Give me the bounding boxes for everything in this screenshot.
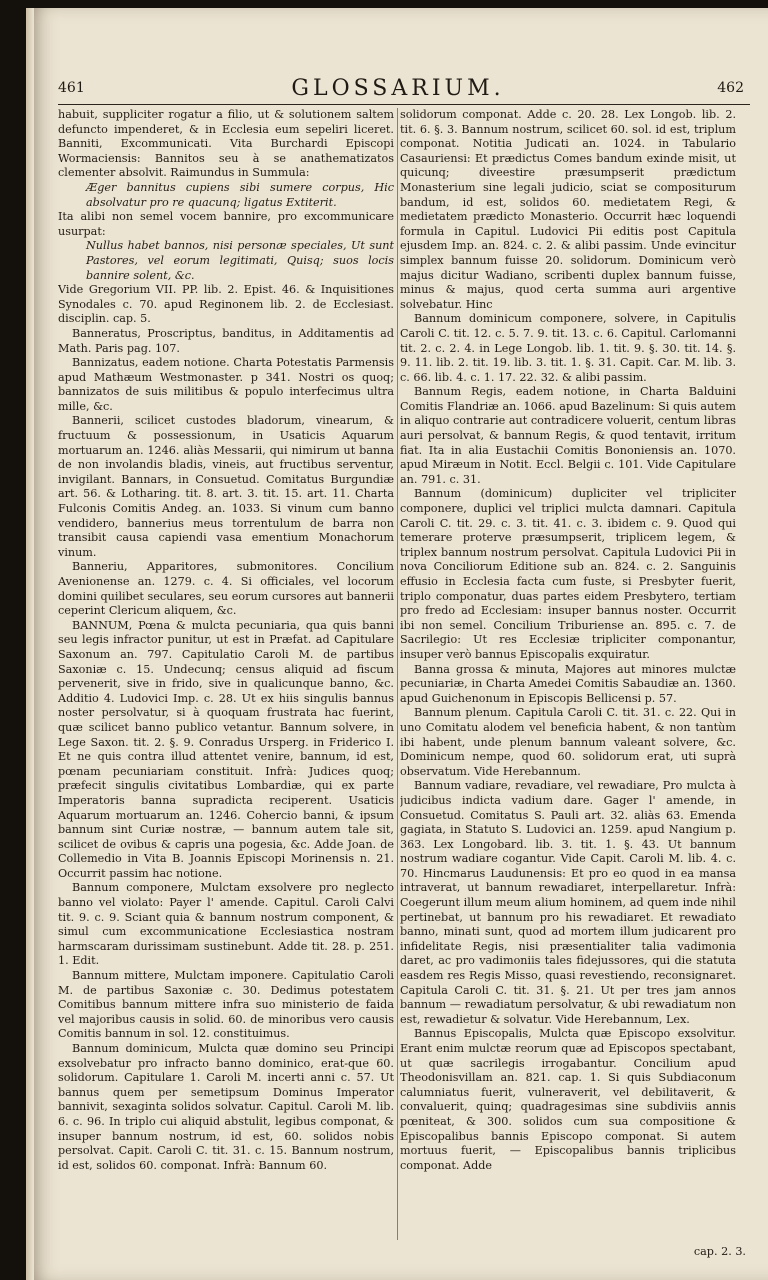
catchword: cap. 2. 3. <box>693 1245 746 1258</box>
entry-bannum-dominicum: Bannum dominicum, Mulcta quæ domino seu Principi exsolvebatur pro infracto banno dominico, erat-que 60. solidorum. Capitulare 1. Caroli M. incerti anni c. 57. Ut bannus quem per semetipsum Dominus Imperator bannivit, sexaginta solidos solvatur. Capitul. Caroli M. lib. 6. c. 96. In triplo cui aliquid abstulit, legibus componat, & insuper bannum nostrum, id est, 60. solidos nobis persolvat. Capit. Caroli C. tit. 31. c. 15. Bannum nostrum, id est, solidos 60. componat. Infrà: Bannum 60. <box>58 1042 394 1172</box>
paragraph: habuit, suppliciter rogatur a filio, ut & solutionem saltem defuncto impenderet, & in Ecclesia eum sepeliri liceret. Banniti, Excommunicati. Vita Burchardi Episcopi Wormaciensis: Bannitos seu à se anathematizatos clementer absolvit. Raimundus in Summula: <box>58 108 394 180</box>
entry-bannus-episcopalis: Bannus Episcopalis, Mulcta quæ Episcopo exsolvitur. Erant enim mulctæ reorum quæ ad Episcopos spectabant, ut quæ sacrilegis irrogabantur. Concilium apud Theodonisvillam an. 821. cap. 1. Si quis Subdiaconum calumniatus fuerit, vulneraverit, vel debilitaverit, & convaluerit, quinq; quadragesimas sine subdiviis annis pœniteat, & 300. solidos cum sua compositione & Episcopalibus bannis Episcopo componat. Si autem mortuus fuerit, — Episcopalibus bannis triplicibus componat. Adde <box>400 1027 736 1172</box>
text-column-left <box>58 108 394 1250</box>
verse-quotation: Æger bannitus cupiens sibi sumere corpus, Hic absolvatur pro re quacunq; ligatus Extiterit. <box>86 180 394 209</box>
entry-bannum-vadiare: Bannum vadiare, revadiare, vel rewadiare, Pro mulcta à judicibus indicta vadium dare. Gager l' amende, in Consuetud. Comitatus S. Pauli art. 32. aliàs 63. Emenda gagiata, in Statuto S. Ludovici an. 1259. apud Nangium p. 363. Lex Longobard. lib. 3. tit. 1. §. 43. Ut bannum nostrum wadiare cogantur. Vide Capit. Caroli M. lib. 4. c. 70. Hincmarus Laudunensis: Et pro eo quod in ea mansa intraverat, ut bannum rewadiaret, interpellaretur. Infrà: Coegerunt illum meum alium hominem, ad quem inde nihil pertinebat, ut bannum pro his rewadiaret. Et rewadiato banno, minati sunt, quod ad mortem illum judicarent pro infidelitate Regis, nisi præsentialiter talia vadimonia daret, ac pro vadimoniis tales fidejussores, qui die statuta easdem res Regis Misso, quasi revestiendo, reconsignaret. Capitula Caroli C. tit. 31. §. 21. Ut per tres jam annos bannum — rewadiatum persolvatur, & ubi rewadiatum non est, rewadietur & solvatur. Vide Herebannum, Lex. <box>400 779 736 1026</box>
entry-bannum-dominicum-componere: Bannum dominicum componere, solvere, in Capitulis Caroli C. tit. 12. c. 5. 7. 9. tit. 13. c. 6. Capitul. Carlomanni tit. 2. c. 2. 4. in Lege Longob. lib. 1. tit. 9. §. 30. tit. 14. §. 9. 11. lib. 2. tit. 19. lib. 3. tit. 1. §. 31. Capit. Car. M. lib. 3. c. 66. lib. 4. c. 1. 17. 22. 32. & alibi passim. <box>400 312 736 384</box>
entry-banna-grossa: Banna grossa & minuta, Majores aut minores mulctæ pecuniariæ, in Charta Amedei Comitis Sabaudiæ an. 1360. apud Guichenonum in Episcopis Bellicensi p. 57. <box>400 662 736 705</box>
paragraph: Ita alibi non semel vocem bannire, pro excommunicare usurpat: <box>58 210 394 238</box>
paragraph: Vide Gregorium VII. PP. lib. 2. Epist. 46. & Inquisitiones Synodales c. 70. apud Reginonem lib. 2. de Ecclesiast. disciplin. cap. 5. <box>58 283 394 326</box>
header-rule <box>58 104 750 105</box>
text-column-right <box>400 108 736 1250</box>
page-header <box>38 76 758 106</box>
running-title: GLOSSARIUM. <box>291 76 505 101</box>
entry-bannum-dupliciter: Bannum (dominicum) dupliciter vel tripliciter componere, duplici vel triplici mulcta damnari. Capitula Caroli C. tit. 29. c. 3. tit. 41. c. 3. ibidem c. 9. Quod qui temerare proterve præsumpserit, triplicem legem, & triplex bannum nostrum persolvat. Capitula Ludovici Pii in nova Conciliorum Editione sub an. 824. c. 2. Sanguinis effusio in Ecclesia facta cum fuste, si Presbyter fuerit, triplo componatur, duas partes eidem Presbytero, tertiam pro fredo ad Ecclesiam: insuper bannus noster. Occurrit ibi non semel. Concilium Triburiense an. 895. c. 7. de Sacrilegio: Ut res Ecclesiæ tripliciter componantur, insuper verò bannus Episcopalis exquiratur. <box>400 487 736 661</box>
entry-banneratus: Banneratus, Proscriptus, banditus, in Additamentis ad Math. Paris pag. 107. <box>58 326 394 355</box>
book-page <box>26 8 768 1280</box>
entry-bannum-componere: Bannum componere, Mulctam exsolvere pro neglecto banno vel violato: Payer l' amende. Capitul. Caroli Calvi tit. 9. c. 9. Sciant quia & bannum nostrum component, & simul cum excommunicatione Ecclesiastica nostram harmscaram durissimam sustinebunt. Adde tit. 28. p. 251. 1. Edit. <box>58 881 394 968</box>
paragraph: solidorum componat. Adde c. 20. 28. Lex Longob. lib. 2. tit. 6. §. 3. Bannum nostrum, scilicet 60. sol. id est, triplum componat. Notitia Judicati an. 1024. in Tabulario Casauriensi: Et prædictus Comes bandum exinde misit, ut quicunq; diveestire præsumpserit prædictum Monasterium sine legali judicio, sciat se compositurum bandum, id est, solidos 60. medietatem Regi, & medietatem prædicto Monasterio. Occurrit hæc loquendi formula in Capitul. Ludovici Pii editis post Capitula ejusdem Imp. an. 824. c. 2. & alibi passim. Unde evincitur simplex bannum fuisse 20. solidorum. Dominicum verò majus dicitur Wadiano, scribenti duplex bannum fuisse, minus & majus, quod certa summa auri argentive solvebatur. Hinc <box>400 108 736 311</box>
entry-banneriu: Banneriu, Apparitores, submonitores. Concilium Avenionense an. 1279. c. 4. Si officiales, vel locorum domini quilibet seculares, seu eorum cursores aut bannerii ceperint Clericum aliquem, &c. <box>58 560 394 618</box>
entry-bannum-plenum: Bannum plenum. Capitula Caroli C. tit. 31. c. 22. Qui in uno Comitatu alodem vel beneficia habent, & non tantùm ibi habent, unde plenum bannum valeant solvere, &c. Dominicum nempe, quod 60. solidorum erat, uti suprà observatum. Vide Herebannum. <box>400 706 736 778</box>
page-number-left: 461 <box>58 80 85 96</box>
page-number-right: 462 <box>717 80 744 96</box>
verse-quotation: Nullus habet bannos, nisi personæ speciales, Ut sunt Pastores, vel eorum legitimati, Quisq; suos locis bannire solent, &c. <box>86 239 394 282</box>
entry-bannum-regis: Bannum Regis, eadem notione, in Charta Balduini Comitis Flandriæ an. 1066. apud Bazelinum: Si quis autem in aliquo contrarie aut contradicere voluerit, centum libras auri persolvat, & bannum Regis, & quod tentavit, irritum fiat. Ita in alia Eustachii Comitis Bononiensis an. 1070. apud Miræum in Notit. Eccl. Belgii c. 101. Vide Capitulare an. 791. c. 31. <box>400 385 736 486</box>
entry-bannum: BANNUM, Pœna & mulcta pecuniaria, qua quis banni seu legis infractor punitur, ut est in Præfat. ad Capitulare Saxonum an. 797. Capitulatio Caroli M. de partibus Saxoniæ c. 15. Undecunq; census aliquid ad fiscum pervenerit, sive in frido, sive in qualicunque banno, &c. Additio 4. Ludovici Imp. c. 28. Ut ex hiis singulis bannus noster persolvatur, si à quoquam frustrata hac fuerint, quæ scilicet banno publico vetantur. Bannum solvere, in Lege Saxon. tit. 2. §. 9. Conradus Ursperg. in Friderico I. Et ne quis contra illud attentet venire, bannum, id est, pœnam pecuniariam constituit. Infrà: Judices quoq; præfecit singulis civitatibus Lombardiæ, qui ex parte Imperatoris banna supradicta reciperent. Usaticis Aquarum mortuarum an. 1246. Cohercio banni, & ipsum bannum sint Curiæ nostræ, — bannum autem tale sit, scilicet de ovibus & capris una pogesia, &c. Adde Joan. de Collemedio in Vita B. Joannis Episcopi Morinensis n. 21. Occurrit passim hac notione. <box>58 618 394 880</box>
entry-bannum-mittere: Bannum mittere, Mulctam imponere. Capitulatio Caroli M. de partibus Saxoniæ c. 30. Dedimus potestatem Comitibus bannum mittere infra suo ministerio de faida vel majoribus causis in solid. 60. de minoribus vero causis Comitis bannum in sol. 12. constituimus. <box>58 969 394 1041</box>
column-divider <box>397 108 398 1240</box>
entry-bannerii: Bannerii, scilicet custodes bladorum, vinearum, & fructuum & possessionum, in Usaticis Aquarum mortuarum an. 1246. aliàs Messarii, qui nimirum ut banna de non involandis bladis, vineis, aut fructibus serventur, invigilant. Bannars, in Consuetud. Comitatus Burgundiæ art. 56. & Lotharing. tit. 8. art. 3. tit. 15. art. 11. Charta Fulconis Comitis Andeg. an. 1033. Si vinum cum banno vendidero, bannerius meus torrentulum de barra non transibit causa capiendi vasa ementium Monachorum vinum. <box>58 414 394 559</box>
entry-bannizatus: Bannizatus, eadem notione. Charta Potestatis Parmensis apud Mathæum Westmonaster. p 341. Nostri os quoq; bannizatos de suis militibus & populo interfecimus ultra mille, &c. <box>58 356 394 413</box>
